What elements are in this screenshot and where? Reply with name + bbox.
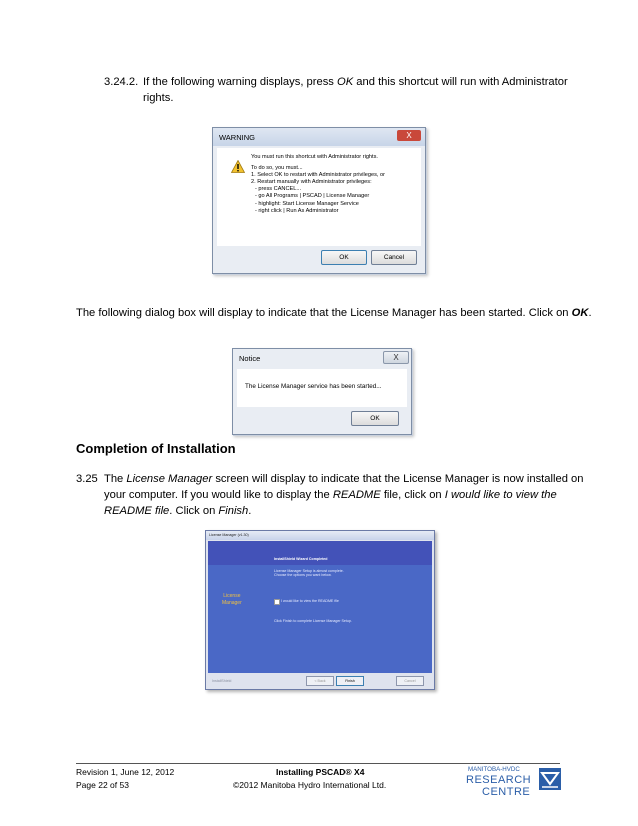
lm-status: InstallShield <box>212 679 232 683</box>
step-text: If the following warning displays, press OK and this shortcut will run with Administrator <box>143 76 568 88</box>
step-text-cont: rights. <box>143 92 174 104</box>
warning-message <box>251 154 385 215</box>
notice-dialog <box>232 348 412 435</box>
warning-body <box>217 148 421 246</box>
lm-desc-2: Choose the options you want below. <box>274 573 332 577</box>
lm-content <box>208 557 432 673</box>
step-3-25 <box>76 471 584 517</box>
warning-title: WARNING <box>219 133 255 142</box>
notice-titlebar <box>233 349 411 367</box>
lm-titlebar <box>206 531 434 540</box>
lm-footer <box>206 673 434 689</box>
footer-rule <box>76 763 560 764</box>
readme-checkbox[interactable] <box>274 599 280 605</box>
lm-title: License Manager (v1.30) <box>209 533 249 537</box>
license-manager-window <box>205 530 435 690</box>
lm-logo <box>222 593 242 607</box>
cancel-button[interactable]: Cancel <box>371 250 417 265</box>
warning-icon <box>231 160 245 173</box>
lm-finish-note: Click Finish to complete License Manager Setup. <box>274 619 352 623</box>
close-icon[interactable]: X <box>397 130 421 141</box>
lm-logo-line: Manager <box>222 600 242 606</box>
step-3-24-2 <box>104 74 574 104</box>
footer-copyright: ©2012 Manitoba Hydro International Ltd. <box>233 780 387 790</box>
footer-page: Page 22 of 53 <box>76 780 129 790</box>
notice-body <box>237 369 407 407</box>
notice-message: The License Manager service has been started... <box>245 383 382 390</box>
warning-line: - press CANCEL... <box>255 186 302 193</box>
readme-checkbox-label: I would like to view the README file <box>281 599 339 603</box>
logo-bottom: CENTRE <box>482 786 531 798</box>
cancel-button[interactable]: Cancel <box>396 676 424 686</box>
warning-line: 1. Select OK to restart with Administrator privileges, or <box>251 172 385 179</box>
lm-desc-1: License Manager Setup is almost complete. <box>274 569 344 573</box>
lm-heading: InstallShield Wizard Completed <box>274 557 328 561</box>
step-line-1: The License Manager screen will display to indicate that the License Manager is now installed on <box>104 473 584 485</box>
warning-line: - right click | Run As Administrator <box>255 207 339 214</box>
step-number: 3.25 <box>76 473 98 485</box>
logo-mid: RESEARCH <box>466 774 532 786</box>
warning-line: 2. Restart manually with Administrator privileges: <box>251 179 372 186</box>
back-button[interactable]: < Back <box>306 676 334 686</box>
lm-logo-line: License <box>223 593 241 599</box>
section-heading: Completion of Installation <box>76 441 236 456</box>
warning-line: - highlight: Start License Manager Service <box>255 200 359 207</box>
ok-button[interactable]: OK <box>321 250 367 265</box>
lm-header <box>208 541 432 565</box>
notice-paragraph: The following dialog box will display to indicate that the License Manager has been started. Click on OK. <box>76 307 592 319</box>
warning-titlebar <box>213 128 425 146</box>
notice-title: Notice <box>239 354 261 363</box>
warning-line: To do so, you must... <box>251 165 303 172</box>
manitoba-hvdc-logo <box>466 766 562 798</box>
footer-revision: Revision 1, June 12, 2012 <box>76 767 175 777</box>
step-line-2: your computer. If you would like to display the README file, click on I would like to view the <box>104 489 557 501</box>
step-line-3: README file. Click on Finish. <box>104 505 252 517</box>
warning-line: You must run this shortcut with Administrator rights. <box>251 154 378 160</box>
step-number: 3.24.2. <box>104 76 139 88</box>
logo-emblem-icon <box>539 768 561 790</box>
close-icon[interactable]: X <box>383 351 409 364</box>
logo-top: MANITOBA-HVDC <box>468 766 520 773</box>
warning-line: - go All Programs | PSCAD | License Manager <box>255 193 370 200</box>
footer-title: Installing PSCAD® X4 <box>276 767 365 777</box>
finish-button[interactable]: Finish <box>336 676 364 686</box>
ok-button[interactable]: OK <box>351 411 399 426</box>
warning-dialog <box>212 127 426 274</box>
